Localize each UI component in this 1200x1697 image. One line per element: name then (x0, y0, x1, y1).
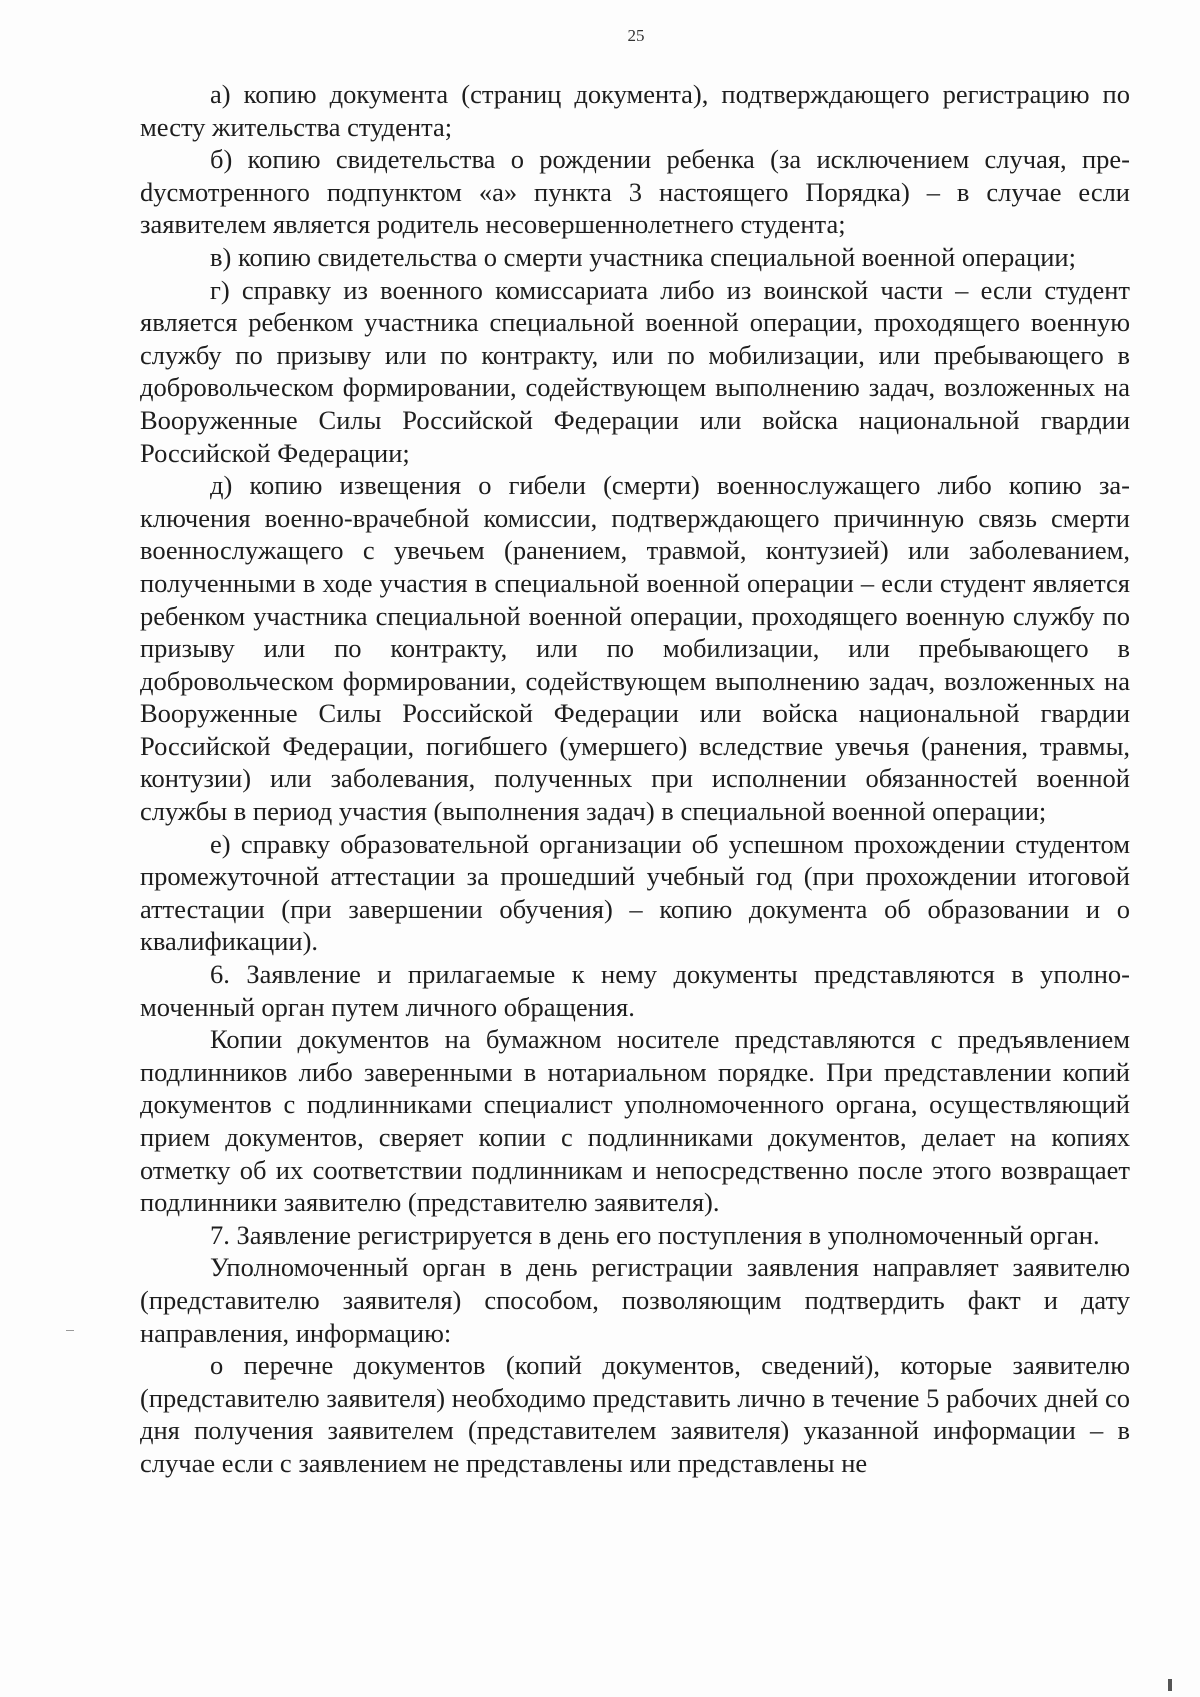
paragraph-b-birth-certificate: б) копию свидетельства о рождении ребенка (за исключением случая, преdусмотренного подпунктом «а» пункта 3 настоящего Порядка) – в случае если заявителем является родитель несовершеннолетнего студента; (140, 144, 1130, 240)
scan-artifact-speck (1168, 1679, 1172, 1691)
paragraph-e-education-certificate: е) справку образовательной организации об успешном прохождении студентом промежуточной аттестации за прошедший учебный год (при прохождении итоговой аттестации (при завершении обучения) – копию документа об образовании и о квалификации). (140, 828, 1130, 957)
paragraph-7-registration: 7. Заявление регистрируется в день его поступления в уполномоченный орган. (210, 1219, 1100, 1250)
paragraph-v-death-certificate: в) копию свидетельства о смерти участника специальной военной операции; (210, 241, 1076, 272)
paragraph-documents-list: о перечне документов (копий документов, сведений), которые заявителю (представителю заявителя) необходимо представить лично в течение 5 рабочих дней со дня получения заявителем (представителем заявителя) указанной информации – в случае если с заявлением не представлены или представлены не (140, 1350, 1130, 1478)
paragraph-d-death-notice: д) копию извещения о гибели (смерти) военнослужащего либо копию заключения военно-врачебной комиссии, подтверждающего причинную связь смерти военнослужащего с увечьем (ранением, травмой, контузией) или заболеванием, полученными в ходе участия в специальной военной операции – если студент является ребенком участника специальной военной операции, проходящего военную службу по призыву или по контракту, или по мобилизации, или пребывающего в добровольческом формировании, содействующем выполнению задач, возложенных на Вооруженные Силы Российской Федерации или войска национальной гвардии Российской Федерации, погибшего (умершего) вследствие увечья (ранения, травмы, контузии) или заболевания, полученных при исполнении обязанностей военной службы в период участия (выполнения задач) в специальной военной операции; (140, 470, 1130, 827)
document-body (140, 78, 1130, 1480)
paragraph-g-military-certificate: г) справку из военного комиссариата либо из воинской части – если студент является ребенком участника специальной военной операции, проходящего военную службу по призыву или по контракту, или по мобилизации, или пребывающего в добровольческом формировании, содействующем выполнению задач, возложенных на Вооруженные Силы Российской Федерации или войска национальной гвардии Российской Федерации; (140, 274, 1130, 468)
scan-artifact-mark (66, 1330, 74, 1331)
paragraph-notification: Уполномоченный орган в день регистрации заявления направляет заявителю (представителю заявителя) способом, позволяющим подтвердить факт и дату направления, информацию: (140, 1252, 1130, 1348)
paragraph-6-submission: 6. Заявление и прилагаемые к нему документы представляются в уполномоченный орган путем личного обращения. (140, 959, 1130, 1022)
paragraph-copies-verification: Копии документов на бумажном носителе представляются с предъявлением подлинников либо заверенными в нотариальном порядке. При представлении копий документов с подлинниками специалист уполномоченного органа, осуществляющий прием документов, сверяет копии с подлинниками документов, делает на копиях отметку об их соответствии подлинникам и непосредственно после этого возвращает подлинники заявителю (представителю заявителя). (140, 1024, 1130, 1218)
paragraph-a-residence-registration: а) копию документа (страниц документа), подтверждающего регистрацию по месту жительства студента; (140, 79, 1130, 142)
page-number: 25 (627, 26, 645, 45)
